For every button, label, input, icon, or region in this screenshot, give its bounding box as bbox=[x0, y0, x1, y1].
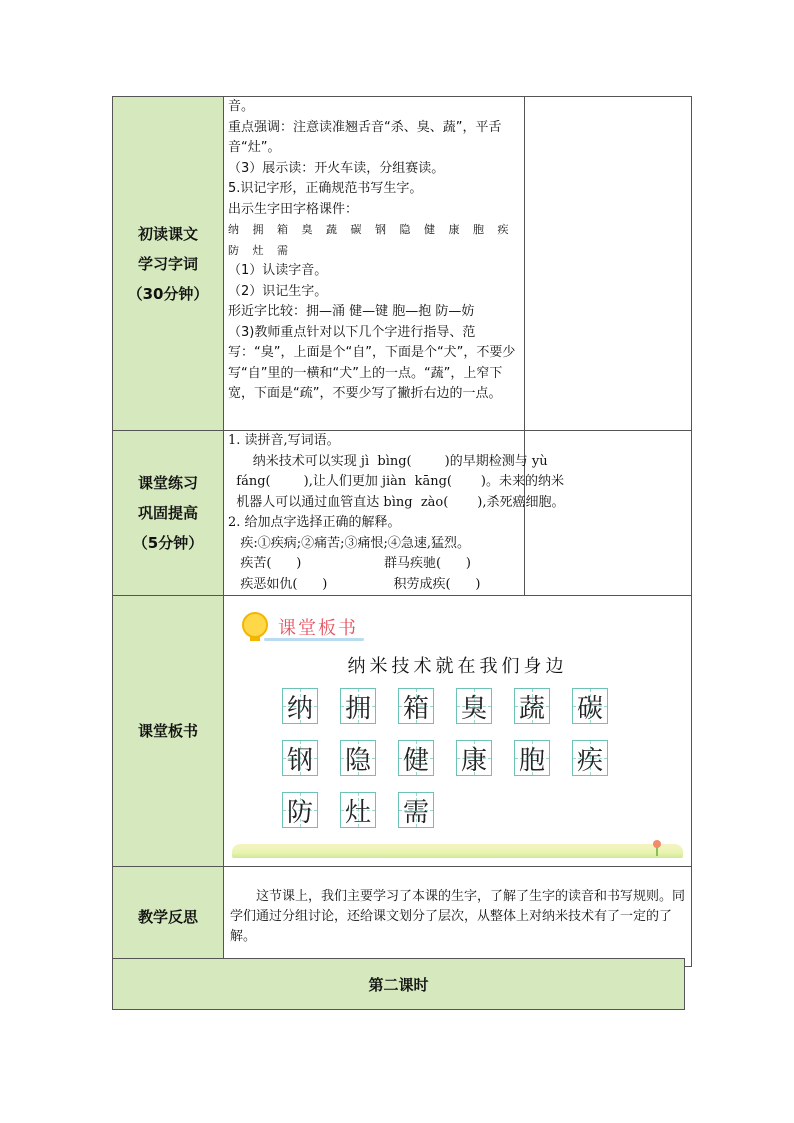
content-line: 重点强调：注意读准翘舌音“杀、臭、蔬”，平舌音“灶”。 bbox=[228, 119, 502, 155]
reflection-text: 这节课上，我们主要学习了本课的生字，了解了生字的读音和书写规则。同学们通过分组讨论，还给课文划分了层次，从整体上对纳米技术有了一定的了解。 bbox=[230, 889, 686, 944]
second-period-heading: 第二课时 bbox=[113, 959, 685, 1010]
row-header-line: 初读课文 bbox=[137, 224, 198, 243]
exercise-line: 纳米技术可以实现 jì bìng( )的早期检测与 yù bbox=[228, 453, 548, 469]
row-header-reading bbox=[113, 97, 224, 431]
content-line: 音。 bbox=[228, 99, 255, 114]
table-row bbox=[113, 431, 692, 596]
exercise-line: 2. 给加点字选择正确的解释。 bbox=[228, 515, 401, 530]
tianzige-cell: 胞 bbox=[514, 740, 550, 776]
tianzige-cell: 箱 bbox=[398, 688, 434, 724]
tianzige-cell: 健 bbox=[398, 740, 434, 776]
tianzige-cell: 疾 bbox=[572, 740, 608, 776]
tianzige-cell: 纳 bbox=[282, 688, 318, 724]
row-header-line: 课堂板书 bbox=[137, 722, 198, 740]
row-header-board bbox=[113, 596, 224, 867]
content-line: 形近字比较：拥—涌 健—键 胞—抱 防—妨 bbox=[228, 304, 475, 319]
tianzige-cell: 灶 bbox=[340, 792, 376, 828]
exercise-line: 疾苦( ) 群马疾驰( ) bbox=[228, 556, 471, 571]
reflection-content bbox=[224, 867, 692, 967]
exercise-line: 1. 读拼音,写词语。 bbox=[228, 433, 340, 448]
row-header-line: 学习字词 bbox=[137, 254, 198, 273]
new-characters-list: 纳 拥 箱 臭 蔬 碳 钢 隐 健 康 胞 疾 防 灶 需 bbox=[228, 223, 514, 257]
row-header-line: （5分钟） bbox=[132, 534, 204, 552]
board-title: 纳米技术就在我们身边 bbox=[347, 656, 568, 677]
table-row bbox=[113, 867, 692, 967]
grass-decoration bbox=[232, 844, 683, 858]
row-header-line: （30分钟） bbox=[127, 284, 209, 303]
tianzige-cell: 拥 bbox=[340, 688, 376, 724]
empty-side-cell bbox=[525, 431, 692, 596]
table-row bbox=[113, 959, 685, 1010]
lesson-plan-table bbox=[112, 96, 692, 967]
row-header-practice bbox=[113, 431, 224, 596]
tianzige-cell: 需 bbox=[398, 792, 434, 828]
content-line: （1）认读字音。 bbox=[228, 263, 328, 278]
tianzige-cell: 防 bbox=[282, 792, 318, 828]
board-tag-label: 课堂板书 bbox=[278, 618, 358, 639]
content-line: （2）识记生字。 bbox=[228, 283, 328, 299]
flower-icon bbox=[653, 840, 661, 848]
row-header-line: 巩固提高 bbox=[137, 504, 198, 522]
table-row bbox=[113, 97, 692, 431]
char-grid-row bbox=[282, 740, 608, 776]
char-grid-row bbox=[282, 792, 434, 828]
tianzige-cell: 隐 bbox=[340, 740, 376, 776]
tianzige-cell: 蔬 bbox=[514, 688, 550, 724]
table-row bbox=[113, 596, 692, 867]
blackboard-design bbox=[224, 596, 692, 867]
exercise-line: 疾恶如仇( ) 积劳成疾( ) bbox=[228, 576, 481, 592]
reading-content bbox=[224, 97, 525, 431]
row-header-line: 课堂练习 bbox=[137, 474, 198, 492]
tianzige-cell: 碳 bbox=[572, 688, 608, 724]
tianzige-cell: 臭 bbox=[456, 688, 492, 724]
exercise-image bbox=[224, 431, 565, 596]
content-line: （3)教师重点针对以下几个字进行指导、范写：“臭”，上面是个“自”，下面是个“犬”，不要少写“自”里的一横和“犬”上的一点。“蔬”，上窄下宽，下面是“疏”，不要少写了撇折右边的一点。 bbox=[228, 324, 516, 401]
tianzige-cell: 康 bbox=[456, 740, 492, 776]
second-period-table bbox=[112, 958, 685, 1010]
content-line: （3）展示读：开火车读，分组赛读。 bbox=[228, 160, 445, 176]
row-header-reflection bbox=[113, 867, 224, 967]
exercise-line: 机器人可以通过血管直达 bìng zào( ),杀死癌细胞。 bbox=[228, 494, 565, 510]
board-tag bbox=[234, 610, 364, 644]
lightbulb-icon bbox=[242, 612, 268, 638]
exercise-line: fáng( ),让人们更加 jiàn kāng( )。未来的纳米 bbox=[228, 474, 564, 489]
char-grid-row bbox=[282, 688, 608, 724]
content-line: 5.识记字形，正确规范书写生字。 bbox=[228, 181, 423, 196]
content-line: 出示生字田字格课件： bbox=[228, 201, 359, 217]
empty-side-cell bbox=[525, 97, 692, 431]
exercise-line: 疾:①疾病;②痛苦;③痛恨;④急速,猛烈。 bbox=[228, 535, 471, 551]
tianzige-cell: 钢 bbox=[282, 740, 318, 776]
row-header-line: 教学反思 bbox=[137, 907, 198, 926]
